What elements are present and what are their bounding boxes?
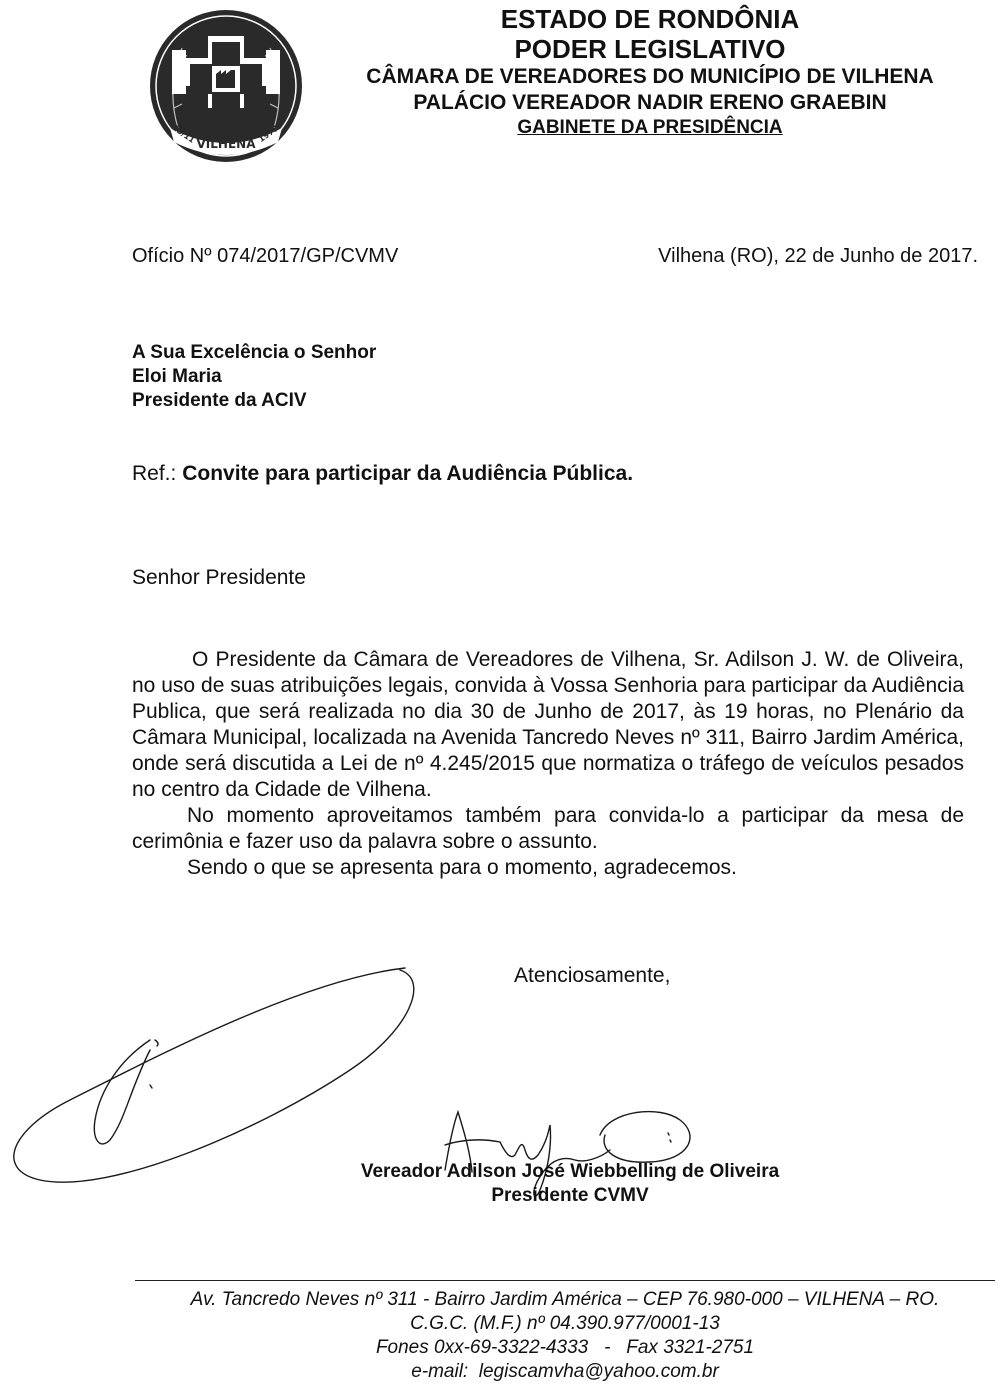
body-paragraph-2: No momento aproveitamos também para convida-lo a participar da mesa de cerimônia e fazer uso da palavra sobre o assunto. (132, 804, 964, 853)
footer-divider (135, 1280, 995, 1281)
subject-text: Convite para participar da Audiência Pública. (182, 462, 634, 485)
footer-phones: Fones 0xx-69-3322-4333 - Fax 3321-2751 (375, 1337, 755, 1358)
footer-cgc: C.G.C. (M.F.) nº 04.390.977/0001-13 (410, 1313, 720, 1334)
subject-line (132, 461, 633, 487)
signer-name: Vereador Adilson José Wiebbelling de Oliveira (360, 1161, 780, 1182)
addressee-title: Presidente da ACIV (132, 390, 307, 411)
footer-block (135, 1288, 995, 1384)
footer-email: e-mail: legiscamvha@yahoo.com.br (411, 1361, 719, 1382)
signer-block (300, 1160, 840, 1208)
seal-right-number: 1977 (256, 123, 281, 145)
letter-reference-number: Ofício Nº 074/2017/GP/CVMV (132, 245, 399, 267)
header-office: GABINETE DA PRESIDÊNCIA (517, 117, 783, 138)
municipal-seal-logo (148, 8, 304, 164)
header-power: PODER LEGISLATIVO (514, 34, 786, 64)
letter-date: Vilhena (RO), 22 de Junho de 2017. (658, 245, 978, 267)
subject-label: Ref.: (132, 462, 177, 485)
seal-left-number: 23/11 (170, 123, 197, 145)
addressee-name: Eloi Maria (132, 366, 222, 387)
letter-body (132, 647, 964, 881)
header-chamber: CÂMARA DE VEREADORES DO MUNICÍPIO DE VILHENA (366, 65, 934, 88)
addressee-line1: A Sua Excelência o Senhor (132, 342, 377, 363)
header-state: ESTADO DE RONDÔNIA (500, 4, 800, 34)
body-paragraph-3: Sendo o que se apresenta para o momento, agradecemos. (187, 856, 737, 879)
signer-title: Presidente CVMV (491, 1185, 649, 1206)
closing: Atenciosamente, (514, 964, 671, 987)
footer-address: Av. Tancredo Neves nº 311 - Bairro Jardim América – CEP 76.980-000 – VILHENA – RO. (190, 1289, 940, 1310)
body-paragraph-1: O Presidente da Câmara de Vereadores de Vilhena, Sr. Adilson J. W. de Oliveira, no uso de suas atribuições legais, convida à Vossa Senhoria para participar da Audiência Publica, que será realizada no dia 30 de Junho de 2017, às 19 horas, no Plenário da Câmara Municipal, localizada na Avenida Tancredo Neves nº 311, Bairro Jardim América, onde será discutida a Lei de nº 4.245/2015 que normatiza o tráfego de veículos pesados no centro da Cidade de Vilhena. (132, 648, 964, 801)
seal-city-text: VILHENA (196, 137, 256, 151)
header-palace: PALÁCIO VEREADOR NADIR ERENO GRAEBIN (413, 91, 887, 114)
salutation: Senhor Presidente (132, 566, 306, 589)
addressee-block (132, 341, 376, 413)
